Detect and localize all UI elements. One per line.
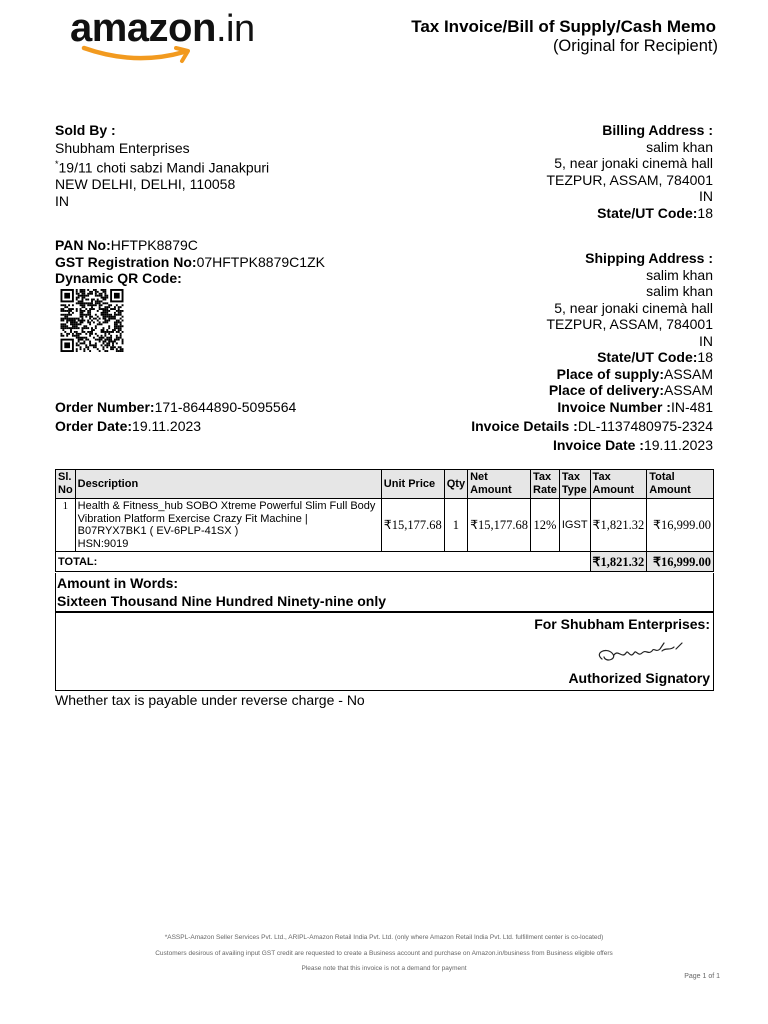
header-net-amount: Net Amount — [468, 470, 531, 499]
pan-value: HFTPK8879C — [110, 237, 198, 253]
table-total-row — [56, 552, 714, 572]
invoice-date: 19.11.2023 — [643, 437, 713, 453]
row-sl: 1 — [56, 499, 76, 552]
amazon-logo — [70, 6, 280, 66]
billing-name: salim khan — [646, 138, 713, 155]
seller-country: IN — [55, 192, 69, 209]
row-net-amount: ₹15,177.68 — [468, 499, 531, 552]
row-description-cell — [75, 499, 381, 552]
signature-box — [55, 612, 714, 691]
table-row — [56, 499, 714, 552]
qr-label: Dynamic QR Code: — [55, 270, 182, 286]
for-company-label: For Shubham Enterprises: — [534, 616, 710, 632]
signature-icon — [592, 639, 704, 667]
order-date: 19.11.2023 — [132, 418, 202, 434]
invoice-block — [471, 398, 713, 455]
shipping-country: IN — [699, 332, 713, 349]
invoice-details-label: Invoice Details : — [471, 418, 578, 434]
seller-tax-block — [55, 237, 325, 287]
invoice-date-label: Invoice Date : — [552, 437, 644, 453]
row-tax-type: IGST — [559, 499, 590, 552]
seller-address-line2: NEW DELHI, DELHI, 110058 — [55, 176, 236, 193]
place-of-delivery-label: Place of delivery: — [548, 382, 664, 398]
shipping-block — [546, 250, 713, 399]
page-number: Page 1 of 1 — [684, 973, 720, 980]
total-amount: ₹16,999.00 — [647, 552, 714, 572]
header-tax-amount: Tax Amount — [590, 470, 647, 499]
shipping-name2: salim khan — [646, 283, 713, 299]
billing-state-label: State/UT Code: — [597, 204, 698, 221]
header-tax-type: Tax Type — [559, 470, 590, 499]
amount-in-words-box — [55, 573, 714, 612]
order-number-label: Order Number: — [55, 399, 155, 415]
header-description: Description — [75, 470, 381, 499]
invoice-number: IN-481 — [670, 399, 713, 415]
billing-country: IN — [699, 188, 713, 204]
seller-address1: 19/11 choti sabzi Mandi Janakpuri — [58, 159, 270, 176]
header-sl: Sl. No — [56, 470, 76, 499]
header-tax-rate: Tax Rate — [531, 470, 560, 499]
row-tax-rate: 12% — [531, 499, 560, 552]
shipping-name1: salim khan — [646, 266, 713, 283]
row-unit-price: ₹15,177.68 — [381, 499, 444, 552]
shipping-label: Shipping Address : — [585, 250, 713, 266]
invoice-title: Tax Invoice/Bill of Supply/Cash Memo — [411, 17, 716, 36]
footer-line3: Please note that this invoice is not a demand for payment — [301, 965, 467, 972]
shipping-address2: TEZPUR, ASSAM, 784001 — [546, 316, 713, 332]
footer-line1: *ASSPL-Amazon Seller Services Pvt. Ltd., ARIPL-Amazon Retail India Pvt. Ltd. (only where Amazon Retail India Pvt. Ltd. fulfillment center is co-located) — [164, 934, 604, 941]
shipping-state-code: 18 — [697, 349, 713, 365]
row-total-amount: ₹16,999.00 — [647, 499, 714, 552]
invoice-number-label: Invoice Number : — [557, 399, 671, 415]
billing-label: Billing Address : — [602, 122, 713, 138]
footer-line2: Customers desirous of availing input GST credit are requested to create a Business account and purchase on Amazon.in/business from Business eligible offers — [155, 950, 613, 957]
billing-state-code: 18 — [697, 204, 713, 221]
header-qty: Qty — [444, 470, 467, 499]
total-tax: ₹1,821.32 — [590, 552, 647, 572]
gst-value: 07HFTPK8879C1ZK — [196, 253, 325, 270]
place-of-supply: ASSAM — [663, 365, 713, 382]
billing-address1: 5, near jonaki cinemà hall — [554, 155, 713, 171]
invoice-subtitle: (Original for Recipient) — [552, 37, 718, 55]
shipping-state-label: State/UT Code: — [597, 349, 698, 365]
billing-address2: TEZPUR, ASSAM, 784001 — [546, 171, 713, 188]
qr-code-icon — [59, 289, 125, 352]
logo-word: amazon — [70, 6, 216, 50]
authorized-signatory: Authorized Signatory — [568, 670, 710, 686]
place-of-supply-label: Place of supply: — [556, 365, 664, 382]
asterisk: * — [55, 159, 59, 169]
sold-by-label: Sold By : — [55, 122, 116, 138]
billing-block — [546, 122, 713, 221]
logo-suffix: .in — [215, 8, 255, 50]
amazon-smile-icon — [80, 44, 200, 66]
seller-block — [55, 122, 269, 209]
order-number: 171-8644890-5095564 — [154, 399, 297, 415]
row-qty: 1 — [444, 499, 467, 552]
seller-address-line1 — [55, 156, 269, 176]
invoice-details: DL-1137480975-2324 — [577, 418, 713, 434]
header-total-amount: Total Amount — [647, 470, 714, 499]
row-tax-amount: ₹1,821.32 — [590, 499, 647, 552]
header-unit-price: Unit Price — [381, 470, 444, 499]
amount-in-words-value: Sixteen Thousand Nine Hundred Ninety-nine only — [57, 593, 387, 609]
table-header-row — [56, 470, 714, 499]
items-table — [55, 469, 714, 572]
gst-label: GST Registration No: — [55, 253, 197, 270]
place-of-delivery: ASSAM — [663, 382, 713, 398]
shipping-address1: 5, near jonaki cinemà hall — [554, 299, 713, 316]
row-description: Health & Fitness_hub SOBO Xtreme Powerful Slim Full Body Vibration Platform Exercise Crazy Fit Machine | B07RYX7BK1 ( EV-6PLP-41SX ) — [77, 500, 376, 537]
seller-name: Shubham Enterprises — [55, 139, 190, 156]
total-label: TOTAL: — [56, 552, 591, 572]
order-block — [55, 398, 296, 436]
order-date-label: Order Date: — [55, 418, 133, 434]
amount-in-words-label: Amount in Words: — [57, 575, 179, 591]
reverse-charge-note: Whether tax is payable under reverse charge - No — [55, 692, 365, 708]
pan-label: PAN No: — [55, 237, 111, 253]
row-hsn: HSN:9019 — [77, 537, 129, 550]
